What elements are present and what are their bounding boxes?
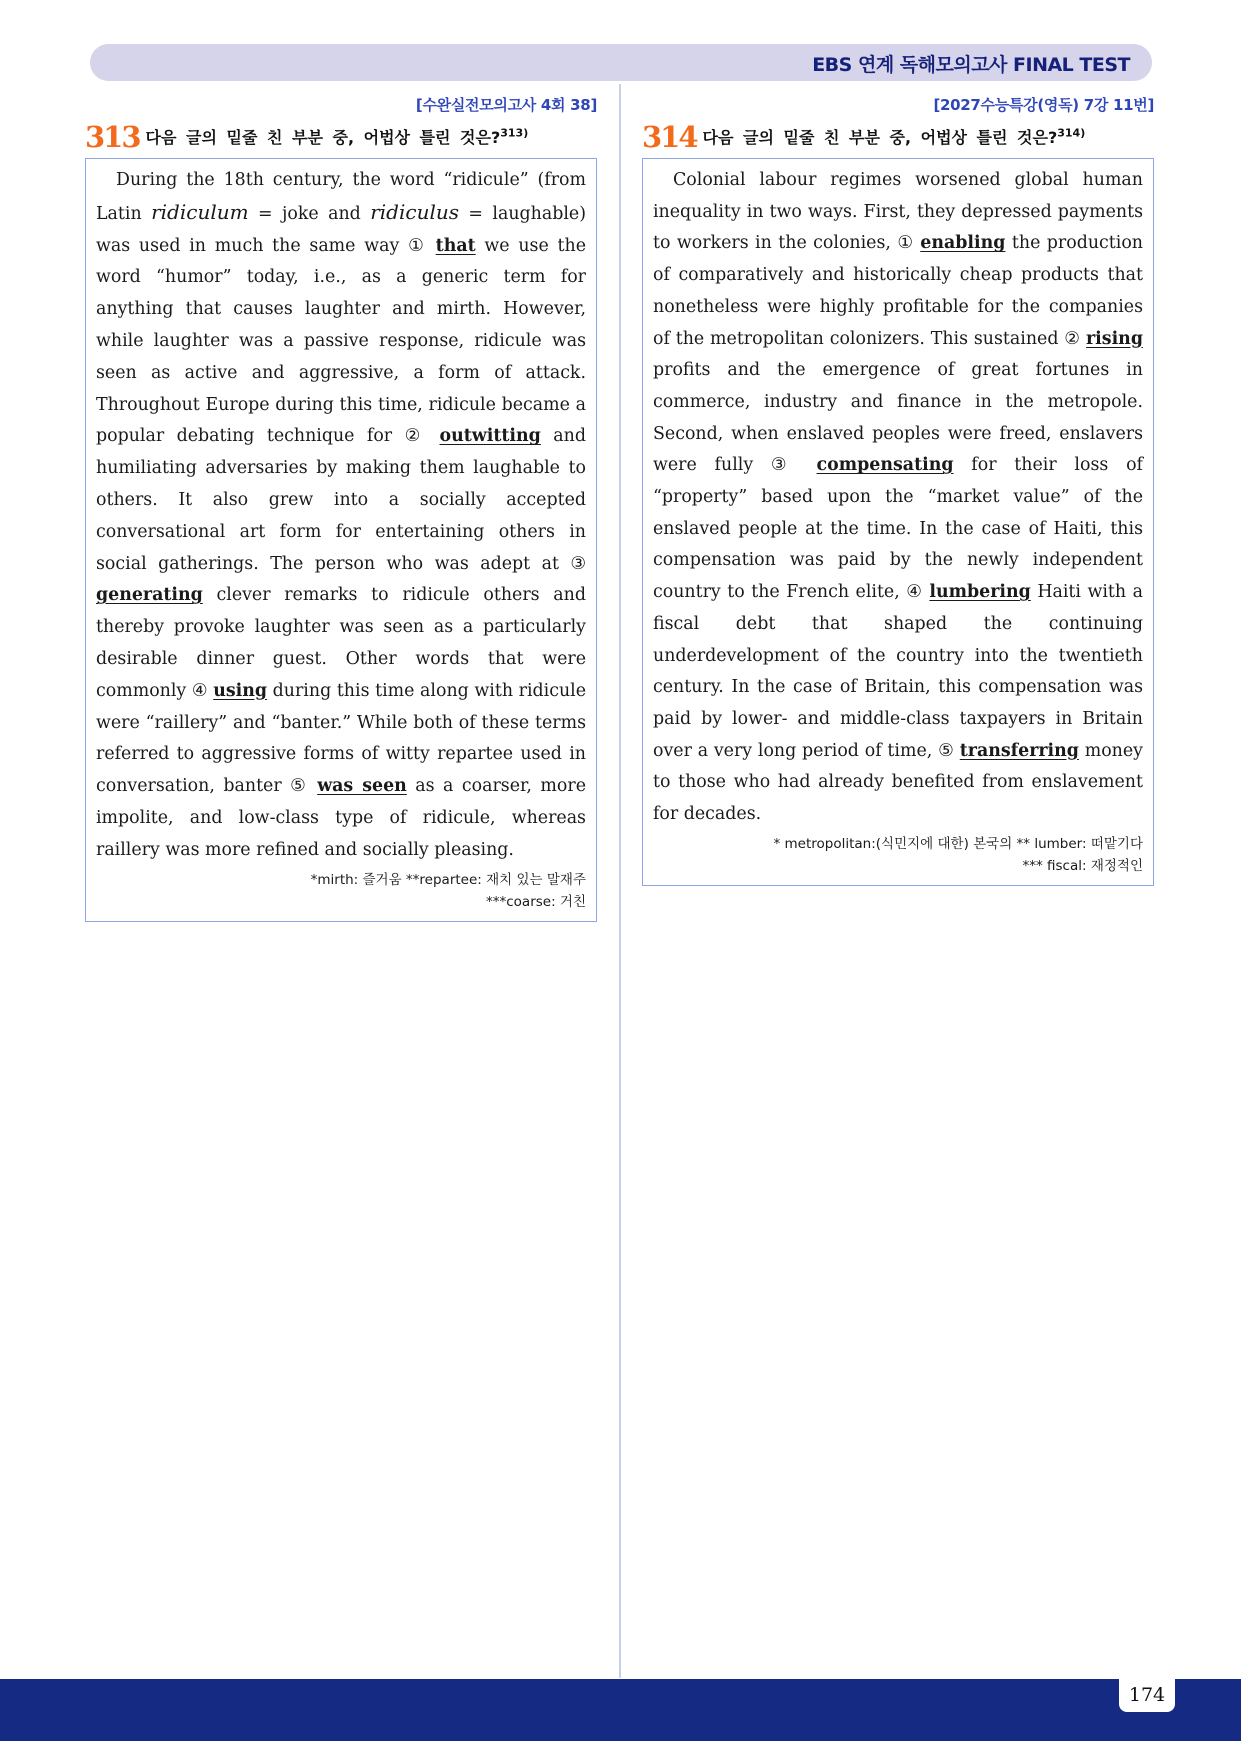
choice-marker-4: ④ (906, 582, 923, 603)
passage-segment: for their loss of “property” based upon the “market value” of the enslaved people at the time. In the case of Haiti, this compensation was paid by the newly independent country to the French elite, (653, 455, 1143, 603)
underlined-choice-5: was seen (317, 776, 407, 797)
passage-segment: Colonial labour regimes worsened global human inequality in two ways. First, they depressed payments to workers in the colonies, (653, 170, 1143, 254)
passage-segment: = laughable) was used in much the same way (96, 203, 587, 256)
underlined-choice-4: lumbering (929, 582, 1031, 603)
passage-text (653, 165, 1143, 831)
underlined-choice-1: that (435, 235, 476, 256)
passage-segment: During the 18th century, the word “ridicule” (from Latin (96, 170, 586, 224)
choice-marker-3: ③ (770, 455, 799, 476)
question-prompt (703, 125, 1086, 148)
passage-segment: the production of comparatively and historically cheap products that nonetheless were highly profitable for the companies of the metropolitan colonizers. This sustained (653, 233, 1144, 349)
footnote: * metropolitan:(식민지에 대한) 본국의 ** lumber: 떠맡기다 (773, 835, 1143, 852)
question-314 (642, 94, 1154, 886)
prompt-text: 다음 글의 밑줄 친 부분 중, 어법상 틀린 것은? (702, 128, 1058, 147)
passage-segment: money to those who had already benefited from enslavement for decades. (653, 740, 1144, 825)
footnote: *mirth: 즐거움 **repartee: 재치 있는 말재주 (310, 871, 586, 888)
underlined-choice-4: using (213, 680, 268, 701)
question-header (642, 118, 1154, 152)
question-ref: 314) (1057, 126, 1086, 140)
passage-text (96, 165, 586, 867)
choice-marker-2: ② (404, 426, 428, 447)
footer-bar (0, 1679, 1241, 1741)
prompt-text: 다음 글의 밑줄 친 부분 중, 어법상 틀린 것은? (145, 128, 501, 147)
passage-segment: = joke and (248, 203, 371, 224)
latin-word: ridiculum (151, 199, 249, 224)
footnote: *** fiscal: 재정적인 (1022, 857, 1143, 874)
choice-marker-3: ③ (570, 553, 586, 574)
passage-box (642, 158, 1154, 886)
footnote: ***coarse: 거친 (485, 893, 586, 910)
underlined-choice-2: outwitting (439, 426, 541, 447)
choice-marker-1: ① (408, 235, 427, 256)
question-source: [수완실전모의고사 4회 38] (415, 96, 597, 114)
passage-segment: Haiti with a fiscal debt that shaped the continuing underdevelopment of the country into the twentieth century. In the case of Britain, this compensation was paid by lower- and middle-class taxpayers in Britain over a very long period of time, (653, 582, 1143, 761)
passage-segment: profits and the emergence of great fortunes in commerce, industry and finance in the metropole. Second, when enslaved peoples were freed, enslavers were fully (653, 360, 1143, 476)
choice-marker-5: ⑤ (938, 740, 954, 761)
question-header (85, 118, 597, 152)
page-number: 174 (1119, 1678, 1175, 1712)
header-title: EBS 연계 독해모의고사 FINAL TEST (812, 54, 1130, 76)
header-bar (90, 44, 1152, 81)
underlined-choice-3: generating (96, 585, 203, 606)
question-313 (85, 94, 597, 922)
underlined-choice-2: rising (1086, 328, 1143, 349)
column-divider (619, 84, 621, 1678)
underlined-choice-5: transferring (959, 740, 1079, 761)
question-number: 313 (85, 120, 140, 154)
question-ref: 313) (500, 126, 529, 140)
latin-word: ridiculus (370, 199, 459, 224)
question-number: 314 (642, 120, 697, 154)
choice-marker-4: ④ (191, 680, 208, 701)
underlined-choice-3: compensating (816, 455, 954, 476)
passage-segment: and humiliating adversaries by making them laughable to others. It also grew into a socially accepted conversational art form for entertaining others in social gatherings. The person who was adept at (96, 426, 586, 574)
passage-segment: we use the word “humor” today, i.e., as a generic term for anything that causes laughter and mirth. However, while laughter was a passive response, ridicule was seen as active and aggressive, a form of attack. Throughout Europe during this time, ridicule became a popular debating technique for (96, 235, 587, 447)
question-prompt (146, 125, 529, 148)
passage-segment: during this time along with ridicule were “raillery” and “banter.” While both of these terms referred to aggressive forms of witty repartee used in conversation, banter (96, 680, 587, 797)
choice-marker-1: ① (897, 233, 914, 254)
question-source: [2027수능특강(영독) 7강 11번] (933, 96, 1154, 114)
passage-box (85, 158, 597, 922)
underlined-choice-1: enabling (920, 233, 1006, 254)
passage-segment: as a coarser, more impolite, and low-class type of ridicule, whereas raillery was more refined and socially pleasing. (96, 776, 586, 860)
passage-segment: clever remarks to ridicule others and thereby provoke laughter was seen as a particularly desirable dinner guest. Other words that were commonly (96, 585, 586, 701)
choice-marker-2: ② (1064, 328, 1081, 349)
choice-marker-5: ⑤ (290, 776, 309, 797)
